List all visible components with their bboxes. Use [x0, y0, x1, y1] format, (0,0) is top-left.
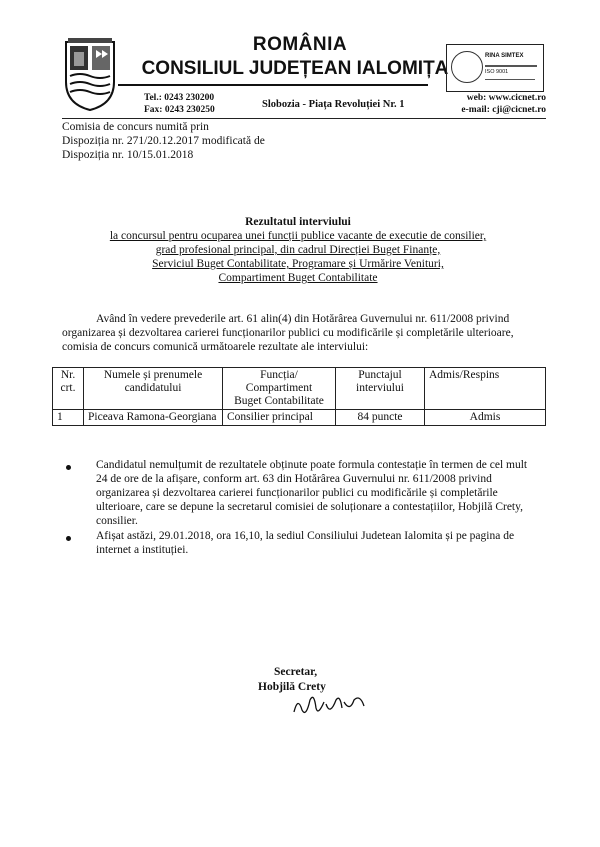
cell-name: Piceava Ramona-Georgiana	[84, 410, 223, 426]
col-header-score: Punctajul interviului	[336, 368, 425, 410]
certification-badge	[446, 44, 544, 92]
header-email: e-mail: cji@cicnet.ro	[461, 105, 546, 115]
results-table	[52, 367, 546, 426]
bullet-text: Afișat astăzi, 29.01.2018, ora 16,10, la sediul Consiliului Judetean Ialomita și pe pagina de	[96, 530, 515, 542]
bullet-icon	[66, 536, 71, 541]
intro-paragraph: Având în vedere prevederile art. 61 alin(4) din Hotărârea Guvernului nr. 611/2008 privind	[96, 313, 510, 325]
header-country: ROMÂNIA	[252, 34, 348, 55]
cert-label: RINA SIMTEX	[485, 53, 524, 59]
table-row	[53, 410, 546, 426]
document-subtitle: grad profesional principal, din cadrul Direcției Buget Finanțe,	[155, 244, 441, 256]
header-separator	[62, 118, 546, 119]
bullet-icon	[66, 465, 71, 470]
certification-seal-icon	[451, 51, 483, 83]
commission-line: Dispoziția nr. 10/15.01.2018	[62, 149, 194, 161]
cert-iso: ISO 9001	[485, 69, 509, 75]
signature-role: Secretar,	[274, 666, 318, 678]
header-web: web: www.cicnet.ro	[466, 93, 546, 103]
col-header-nr: Nr. crt.	[53, 368, 84, 410]
commission-line: Dispoziția nr. 271/20.12.2017 modificată de	[62, 135, 265, 147]
col-header-function-line: Buget Contabilitate	[234, 395, 324, 407]
commission-line: Comisia de concurs numită prin	[62, 121, 209, 133]
cert-line	[485, 79, 535, 80]
col-header-status: Admis/Respins	[425, 368, 546, 410]
signature-name: Hobjilă Crety	[258, 681, 326, 693]
cell-score: 84 puncte	[336, 410, 425, 426]
bullet-text: Candidatul nemulțumit de rezultatele obținute poate formula contestație în termen de cel mult	[96, 459, 528, 471]
bullet-text: consilier.	[96, 515, 138, 527]
cell-nr: 1	[53, 410, 84, 426]
document-subtitle: Serviciul Buget Contabilitate, Programare și Urmărire Venituri,	[152, 258, 444, 270]
header-phone: Tel.: 0243 230200	[144, 93, 215, 103]
col-header-function	[223, 368, 336, 410]
bullet-text: organizarea și dezvoltarea carierei funcționarilor publici cu modificările și completările	[96, 487, 498, 499]
cell-status: Admis	[425, 410, 546, 426]
document-subtitle: la concursul pentru ocuparea unei funcții publice vacante de executie de consilier,	[109, 230, 487, 242]
bullet-text: 24 de ore de la afișare, conform art. 63 din Hotărârea Guvernului nr. 611/2008 privind	[96, 473, 492, 485]
header-rule	[118, 84, 428, 86]
header-council-name: CONSILIUL JUDEȚEAN IALOMIȚA	[141, 58, 449, 79]
intro-paragraph: organizarea și dezvoltarea carierei funcționarilor publici cu modificările și completările ulterioare,	[62, 327, 514, 339]
bullet-text: ulterioare, care se depune la secretarul comisiei de soluționare a contestațiilor, Hobjilă Crety,	[96, 501, 523, 513]
header-address: Slobozia - Piața Revoluției Nr. 1	[262, 99, 405, 110]
document-title: Rezultatul interviului	[245, 216, 351, 228]
document-subtitle: Compartiment Buget Contabilitate	[218, 272, 378, 284]
cert-line	[485, 65, 537, 67]
header-fax: Fax: 0243 230250	[144, 105, 215, 115]
col-header-function-line: Compartiment	[245, 382, 313, 394]
col-header-function-line: Funcția/	[260, 369, 298, 381]
table-header-row	[53, 368, 546, 410]
bullet-text: internet a instituției.	[96, 544, 189, 556]
intro-paragraph: comisia de concurs comunică următoarele rezultate ale interviului:	[62, 341, 369, 353]
handwritten-signature-icon	[290, 690, 370, 720]
cell-function: Consilier principal	[223, 410, 336, 426]
col-header-name: Numele și prenumele candidatului	[84, 368, 223, 410]
